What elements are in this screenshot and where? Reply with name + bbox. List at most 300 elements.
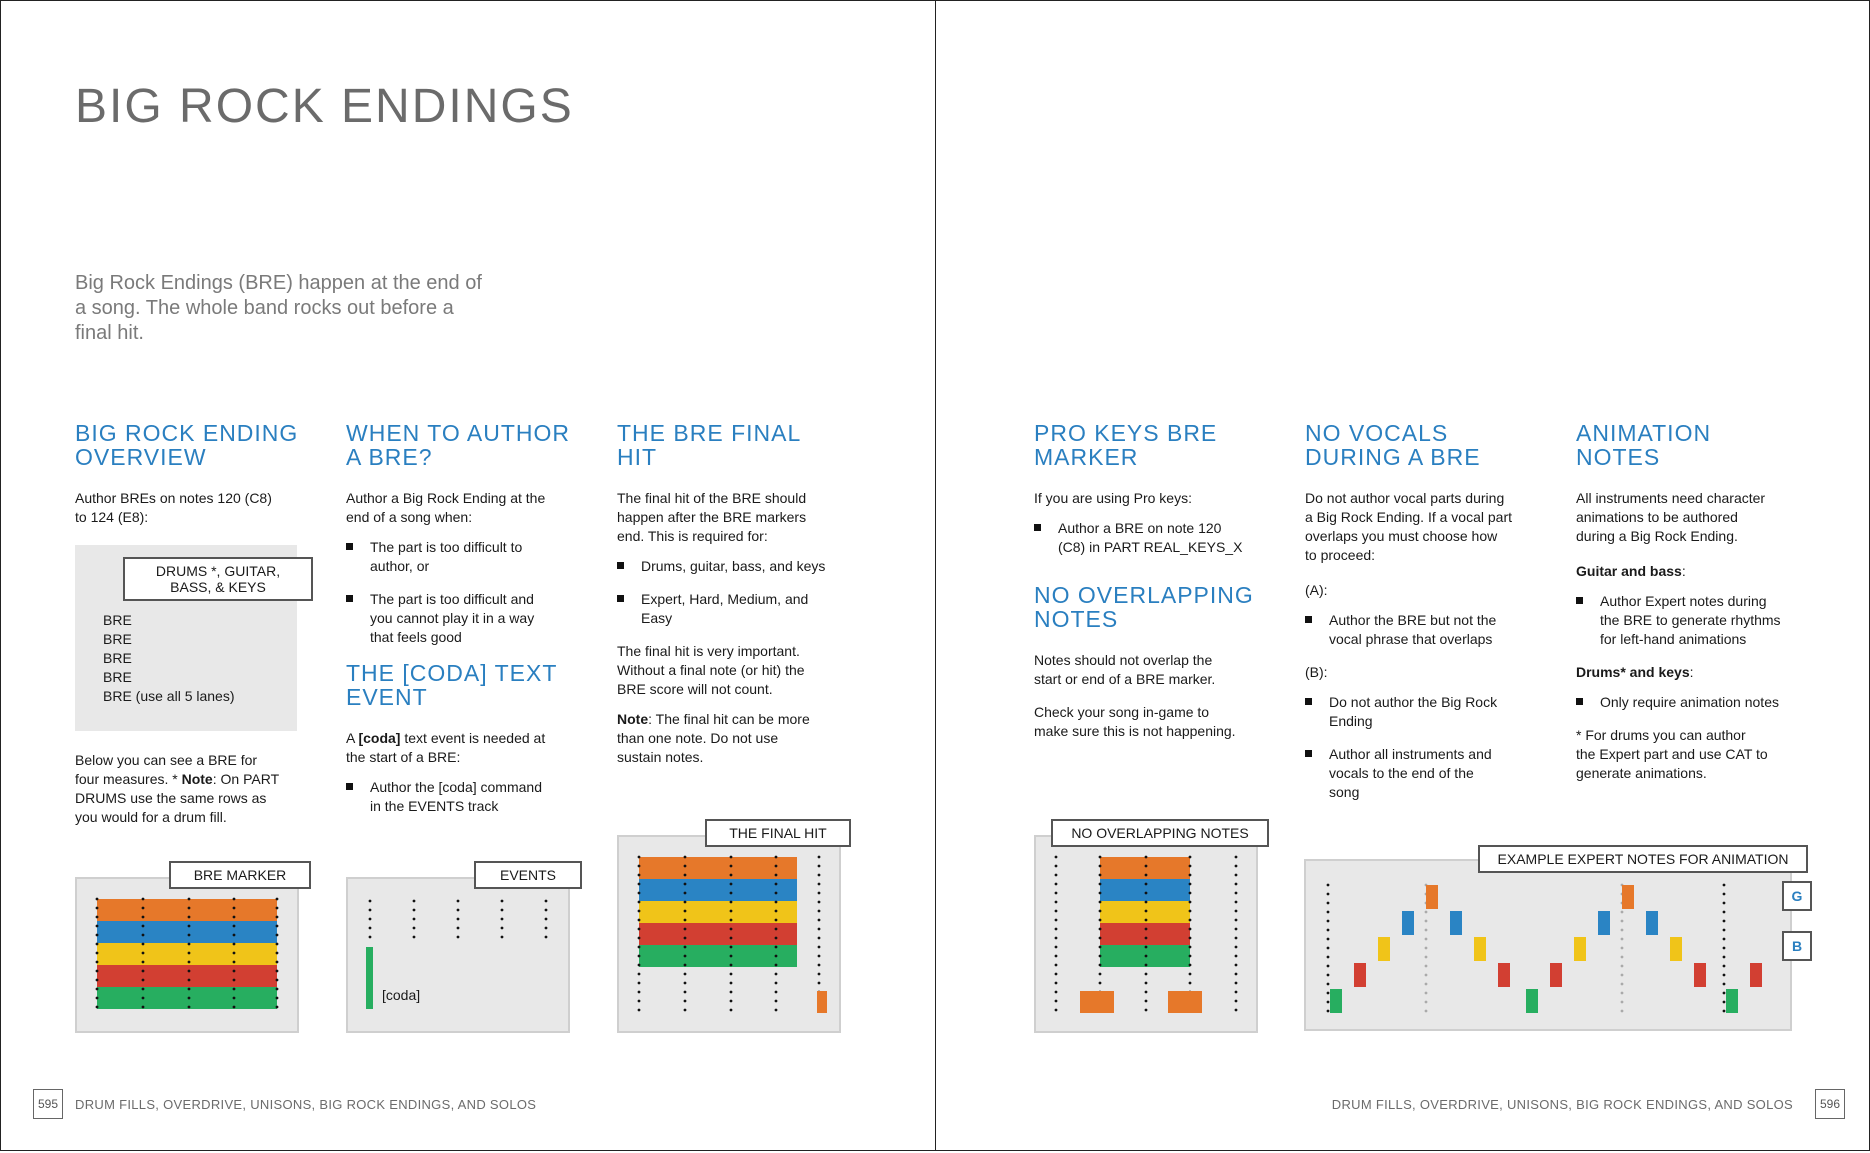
beat-dot — [1145, 919, 1148, 922]
beat-dot — [818, 955, 821, 958]
beat-dot — [545, 936, 548, 939]
no-overlapping-heading: NO OVERLAPPING NOTES — [1034, 582, 1254, 632]
beat-dot — [1425, 938, 1428, 941]
when-to-author-heading: WHEN TO AUTHOR A BRE? — [346, 420, 570, 470]
beat-dot — [1723, 911, 1726, 914]
beat-dot — [775, 1009, 778, 1012]
beat-dot — [96, 916, 99, 919]
beat-dot — [1235, 955, 1238, 958]
beat-dot — [233, 925, 236, 928]
bre-lane — [97, 987, 277, 1009]
pro-keys-list — [1034, 519, 1264, 557]
beat-dot — [1327, 938, 1330, 941]
beat-dot — [684, 865, 687, 868]
option-a-label: (A): — [1305, 582, 1328, 598]
animation-notes-chart — [1306, 861, 1794, 1033]
beat-dot — [142, 934, 145, 937]
bre-below-text — [75, 751, 305, 838]
beat-dot — [142, 943, 145, 946]
beat-dot — [1723, 938, 1726, 941]
beat-dot — [638, 910, 641, 913]
beat-dot — [413, 918, 416, 921]
final-hit-tag: THE FINAL HIT — [705, 819, 851, 847]
beat-dot — [1235, 964, 1238, 967]
beat-dot — [730, 937, 733, 940]
beat-dot — [1189, 856, 1192, 859]
beat-dot — [684, 928, 687, 931]
animation-tag: EXAMPLE EXPERT NOTES FOR ANIMATION — [1478, 845, 1808, 873]
beat-dot — [1189, 910, 1192, 913]
beat-dot — [1235, 1009, 1238, 1012]
beat-dot — [1327, 1010, 1330, 1013]
beat-dot — [369, 900, 372, 903]
beat-dot — [369, 918, 372, 921]
beat-dot — [188, 997, 191, 1000]
beat-dot — [233, 997, 236, 1000]
bre-lane — [639, 923, 797, 945]
beat-dot — [1327, 911, 1330, 914]
beat-dot — [96, 925, 99, 928]
beat-dot — [1055, 937, 1058, 940]
bre-below-text-b: : On PART DRUMS use the same rows as you would for a drum fill. — [75, 771, 280, 825]
beat-dot — [730, 928, 733, 931]
coda-heading: THE [CODA] TEXT EVENT — [346, 660, 558, 710]
coda-bold: [coda] — [358, 730, 401, 746]
beat-dot — [188, 916, 191, 919]
animation-note — [1670, 937, 1682, 961]
beat-dot — [1723, 983, 1726, 986]
beat-dot — [1099, 892, 1102, 895]
beat-dot — [1723, 947, 1726, 950]
beat-dot — [730, 874, 733, 877]
beat-dot — [1723, 974, 1726, 977]
beat-dot — [413, 909, 416, 912]
beat-dot — [730, 919, 733, 922]
beat-dot — [369, 936, 372, 939]
coda-label: [coda] — [382, 987, 421, 1003]
beat-dot — [730, 955, 733, 958]
events-diagram — [346, 877, 570, 1033]
bre-lane — [639, 901, 797, 923]
beat-dot — [276, 1006, 279, 1009]
beat-dot — [684, 973, 687, 976]
beat-dot — [1189, 919, 1192, 922]
right-page — [935, 0, 1870, 1151]
beat-dot — [233, 952, 236, 955]
beat-dot — [1055, 910, 1058, 913]
beat-dot — [96, 997, 99, 1000]
when-to-author-list — [346, 538, 576, 647]
beat-dot — [276, 898, 279, 901]
beat-dot — [233, 943, 236, 946]
page-title: BIG ROCK ENDINGS — [75, 80, 574, 133]
beat-dot — [1189, 865, 1192, 868]
pro-keys-section — [1034, 421, 1264, 752]
beat-dot — [1145, 874, 1148, 877]
beat-dot — [413, 927, 416, 930]
beat-dot — [233, 898, 236, 901]
drums-keys-label: Drums* and keys — [1576, 664, 1690, 680]
beat-dot — [1235, 919, 1238, 922]
beat-dot — [818, 856, 821, 859]
beat-dot — [1055, 901, 1058, 904]
beat-dot — [1235, 973, 1238, 976]
beat-dot — [276, 907, 279, 910]
beat-dot — [188, 943, 191, 946]
beat-dot — [1189, 955, 1192, 958]
coda-list — [346, 778, 576, 816]
beat-dot — [638, 982, 641, 985]
bre-lanes-box — [75, 545, 297, 731]
beat-dot — [1425, 983, 1428, 986]
final-hit-note-text: : The final hit can be more than one note. Do not use sustain notes. — [617, 711, 810, 765]
no-overlap-chart — [1036, 837, 1260, 1035]
beat-dot — [684, 874, 687, 877]
beat-dot — [818, 874, 821, 877]
pro-keys-heading: PRO KEYS BRE MARKER — [1034, 420, 1218, 470]
beat-dot — [188, 988, 191, 991]
events-tag: EVENTS — [474, 861, 582, 889]
beat-dot — [1425, 947, 1428, 950]
beat-dot — [1189, 874, 1192, 877]
beat-dot — [1235, 982, 1238, 985]
beat-dot — [501, 927, 504, 930]
page-number: 596 — [1815, 1089, 1845, 1119]
beat-dot — [233, 934, 236, 937]
beat-dot — [1145, 865, 1148, 868]
no-overlap-text: Notes should not overlap the start or end of a BRE marker. — [1034, 652, 1216, 687]
beat-dot — [1425, 920, 1428, 923]
beat-dot — [96, 970, 99, 973]
beat-dot — [684, 937, 687, 940]
coda-marker — [366, 947, 373, 1009]
beat-dot — [684, 964, 687, 967]
bre-overview-heading: BIG ROCK ENDING OVERVIEW — [75, 420, 299, 470]
bre-marker-chart — [77, 879, 301, 1035]
beat-dot — [1055, 973, 1058, 976]
beat-dot — [638, 964, 641, 967]
beat-dot — [1621, 956, 1624, 959]
beat-dot — [818, 910, 821, 913]
drums-cat-text: * For drums you can author the Expert part and use CAT to generate animations. — [1576, 727, 1768, 781]
beat-dot — [1189, 964, 1192, 967]
beat-dot — [638, 865, 641, 868]
animation-note — [1402, 911, 1414, 935]
beat-dot — [96, 961, 99, 964]
beat-dot — [233, 961, 236, 964]
beat-dot — [276, 997, 279, 1000]
beat-dot — [1425, 1001, 1428, 1004]
animation-notes-text: All instruments need character animations to be authored during a Big Rock Ending. — [1576, 490, 1766, 544]
beat-dot — [775, 901, 778, 904]
beat-dot — [1055, 946, 1058, 949]
beat-dot — [775, 856, 778, 859]
beat-dot — [1055, 964, 1058, 967]
beat-dot — [457, 909, 460, 912]
beat-dot — [188, 1006, 191, 1009]
beat-dot — [188, 934, 191, 937]
animation-note — [1750, 963, 1762, 987]
beat-dot — [233, 907, 236, 910]
beat-dot — [684, 946, 687, 949]
beat-dot — [775, 919, 778, 922]
list-item: Only require animation notes — [1576, 693, 1816, 712]
beat-dot — [1327, 956, 1330, 959]
beat-dot — [638, 937, 641, 940]
beat-dot — [1723, 965, 1726, 968]
beat-dot — [1189, 892, 1192, 895]
beat-dot — [1099, 955, 1102, 958]
beat-dot — [276, 943, 279, 946]
beat-dot — [684, 910, 687, 913]
beat-dot — [1621, 965, 1624, 968]
beat-dot — [413, 936, 416, 939]
label-g: G — [1782, 881, 1812, 911]
bre-lane — [639, 879, 797, 901]
beat-dot — [188, 952, 191, 955]
beat-dot — [638, 1000, 641, 1003]
when-to-author-text: Author a Big Rock Ending at the end of a song when: — [346, 490, 546, 525]
beat-dot — [142, 997, 145, 1000]
beat-dot — [501, 918, 504, 921]
no-overlapping-tag: NO OVERLAPPING NOTES — [1051, 819, 1269, 847]
beat-dot — [1099, 919, 1102, 922]
beat-dot — [1145, 1000, 1148, 1003]
bre-lane — [97, 899, 277, 921]
list-item: Author the BRE but not the vocal phrase that overlaps — [1305, 611, 1535, 649]
animation-note — [1526, 989, 1538, 1013]
bre-overview-section — [75, 421, 305, 538]
list-item: Author the [coda] command in the EVENTS track — [346, 778, 576, 816]
beat-dot — [818, 982, 821, 985]
beat-dot — [457, 900, 460, 903]
bre-below-text-a: Below you can see a BRE for four measures. * — [75, 752, 258, 787]
beat-dot — [96, 907, 99, 910]
beat-dot — [501, 900, 504, 903]
note-before-marker — [1080, 991, 1114, 1013]
bre-lane — [97, 965, 277, 987]
beat-dot — [1099, 865, 1102, 868]
list-item: The part is too difficult and you cannot play it in a way that feels good — [346, 590, 576, 647]
animation-note — [1426, 885, 1438, 909]
final-hit-diagram — [617, 835, 841, 1033]
beat-dot — [775, 955, 778, 958]
beat-dot — [1235, 991, 1238, 994]
beat-dot — [1099, 874, 1102, 877]
beat-dot — [818, 901, 821, 904]
beat-dot — [1621, 1001, 1624, 1004]
beat-dot — [1189, 901, 1192, 904]
bre-note-label: Note — [181, 771, 213, 787]
list-item: Author all instruments and vocals to the end of the song — [1305, 745, 1535, 802]
beat-dot — [1723, 1001, 1726, 1004]
beat-dot — [142, 907, 145, 910]
footer-text: DRUM FILLS, OVERDRIVE, UNISONS, BIG ROCK ENDINGS, AND SOLOS — [75, 1097, 537, 1112]
beat-dot — [638, 901, 641, 904]
beat-dot — [1055, 991, 1058, 994]
beat-dot — [233, 1006, 236, 1009]
beat-dot — [775, 910, 778, 913]
beat-dot — [638, 928, 641, 931]
beat-dot — [1327, 884, 1330, 887]
beat-dot — [545, 900, 548, 903]
animation-note — [1726, 989, 1738, 1013]
beat-dot — [142, 970, 145, 973]
beat-dot — [775, 973, 778, 976]
animation-note — [1498, 963, 1510, 987]
beat-dot — [96, 943, 99, 946]
beat-dot — [545, 918, 548, 921]
beat-dot — [1621, 992, 1624, 995]
no-vocals-heading: NO VOCALS DURING A BRE — [1305, 420, 1481, 470]
beat-dot — [457, 936, 460, 939]
beat-dot — [1055, 874, 1058, 877]
beat-dot — [1145, 937, 1148, 940]
beat-dot — [1425, 965, 1428, 968]
beat-dot — [1621, 938, 1624, 941]
final-hit-list — [617, 557, 847, 628]
beat-dot — [96, 979, 99, 982]
final-hit-chart — [619, 837, 843, 1035]
beat-dot — [638, 892, 641, 895]
beat-dot — [775, 928, 778, 931]
beat-dot — [1189, 928, 1192, 931]
beat-dot — [775, 964, 778, 967]
beat-dot — [1327, 902, 1330, 905]
beat-dot — [188, 961, 191, 964]
animation-note — [1450, 911, 1462, 935]
beat-dot — [188, 907, 191, 910]
beat-dot — [1099, 928, 1102, 931]
beat-dot — [1723, 992, 1726, 995]
beat-dot — [775, 982, 778, 985]
beat-dot — [1055, 955, 1058, 958]
beat-dot — [1189, 937, 1192, 940]
bre-lane — [97, 921, 277, 943]
drums-guitar-bass-keys-tag: DRUMS *, GUITAR, BASS, & KEYS — [123, 557, 313, 601]
beat-dot — [1145, 991, 1148, 994]
label-b: B — [1782, 931, 1812, 961]
check-ingame-text: Check your song in-game to make sure this is not happening. — [1034, 704, 1236, 739]
bre-lane — [1100, 923, 1190, 945]
beat-dot — [233, 916, 236, 919]
option-a-list — [1305, 611, 1535, 649]
drums-keys-list — [1576, 693, 1816, 712]
beat-dot — [457, 918, 460, 921]
beat-dot — [730, 991, 733, 994]
beat-dot — [818, 964, 821, 967]
list-item: Drums, guitar, bass, and keys — [617, 557, 847, 576]
beat-dot — [1235, 883, 1238, 886]
bre-marker-tag: BRE MARKER — [169, 861, 311, 889]
beat-dot — [1235, 910, 1238, 913]
beat-dot — [684, 892, 687, 895]
beat-dot — [1099, 964, 1102, 967]
beat-dot — [188, 898, 191, 901]
animation-note — [1330, 989, 1342, 1013]
beat-dot — [684, 1000, 687, 1003]
beat-dot — [1145, 955, 1148, 958]
beat-dot — [775, 892, 778, 895]
beat-dot — [369, 909, 372, 912]
beat-dot — [818, 919, 821, 922]
beat-dot — [1235, 946, 1238, 949]
beat-dot — [730, 1000, 733, 1003]
beat-dot — [96, 988, 99, 991]
final-hit-section — [617, 421, 847, 778]
final-hit-note — [817, 991, 827, 1013]
list-item: Do not author the Big Rock Ending — [1305, 693, 1535, 731]
animation-note — [1646, 911, 1658, 935]
animation-note — [1474, 937, 1486, 961]
beat-dot — [1425, 992, 1428, 995]
beat-dot — [1055, 883, 1058, 886]
beat-dot — [142, 916, 145, 919]
beat-dot — [1189, 973, 1192, 976]
beat-dot — [1235, 928, 1238, 931]
beat-dot — [638, 946, 641, 949]
beat-dot — [276, 970, 279, 973]
bre-lane-list: BRE BRE BRE BRE BRE (use all 5 lanes) — [103, 612, 235, 704]
beat-dot — [142, 1006, 145, 1009]
beat-dot — [233, 979, 236, 982]
page-number: 595 — [33, 1089, 63, 1119]
beat-dot — [1235, 1000, 1238, 1003]
list-item: The part is too difficult to author, or — [346, 538, 576, 576]
beat-dot — [1235, 937, 1238, 940]
beat-dot — [1055, 919, 1058, 922]
left-page — [0, 0, 936, 1151]
beat-dot — [1723, 929, 1726, 932]
beat-dot — [638, 1009, 641, 1012]
beat-dot — [775, 946, 778, 949]
beat-dot — [775, 883, 778, 886]
final-hit-note-label: Note — [617, 711, 649, 727]
beat-dot — [142, 988, 145, 991]
beat-dot — [1145, 982, 1148, 985]
beat-dot — [276, 961, 279, 964]
list-item: Author a BRE on note 120 (C8) in PART REAL_KEYS_X — [1034, 519, 1264, 557]
beat-dot — [775, 937, 778, 940]
beat-dot — [730, 865, 733, 868]
beat-dot — [1145, 892, 1148, 895]
beat-dot — [276, 916, 279, 919]
beat-dot — [457, 927, 460, 930]
bre-lane — [1100, 879, 1190, 901]
beat-dot — [1189, 946, 1192, 949]
beat-dot — [96, 898, 99, 901]
beat-dot — [96, 952, 99, 955]
beat-dot — [730, 892, 733, 895]
beat-dot — [501, 909, 504, 912]
beat-dot — [1235, 856, 1238, 859]
beat-dot — [818, 937, 821, 940]
final-hit-important-text: The final hit is very important. Without a final note (or hit) the BRE score will not count. — [617, 643, 805, 697]
beat-dot — [1189, 982, 1192, 985]
beat-dot — [818, 928, 821, 931]
beat-dot — [188, 925, 191, 928]
beat-dot — [1425, 929, 1428, 932]
beat-dot — [818, 973, 821, 976]
beat-dot — [1621, 929, 1624, 932]
beat-dot — [1235, 901, 1238, 904]
beat-dot — [1723, 1010, 1726, 1013]
beat-dot — [1327, 965, 1330, 968]
beat-dot — [142, 925, 145, 928]
beat-dot — [369, 927, 372, 930]
pro-keys-text: If you are using Pro keys: — [1034, 490, 1192, 506]
beat-dot — [1327, 929, 1330, 932]
